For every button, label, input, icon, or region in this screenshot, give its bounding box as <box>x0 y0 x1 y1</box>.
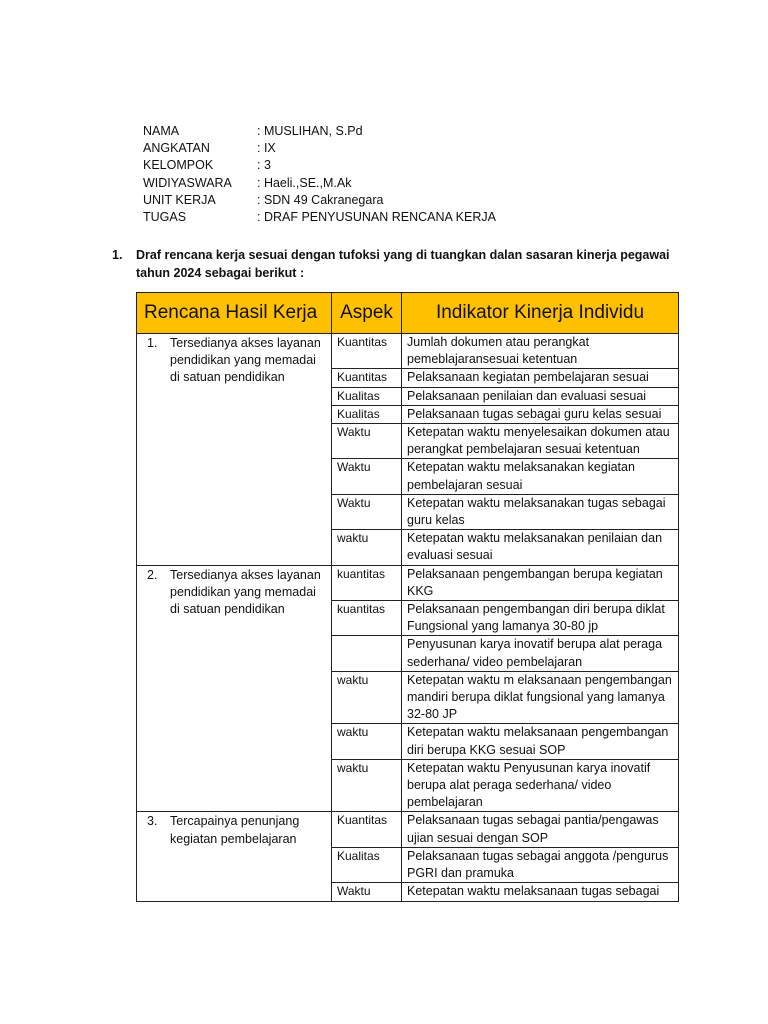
group-cell <box>137 334 332 566</box>
work-plan-table <box>136 292 679 902</box>
aspek-cell: waktu <box>332 530 402 565</box>
aspek-cell: waktu <box>332 759 402 812</box>
identity-value: : 3 <box>257 158 271 173</box>
indikator-cell: Pelaksanaan tugas sebagai guru kelas sesuai <box>402 405 679 423</box>
table-row <box>137 334 679 369</box>
aspek-cell: Waktu <box>332 424 402 459</box>
identity-label: NAMA <box>143 124 180 138</box>
identity-label: KELOMPOK <box>143 158 214 173</box>
group-number: 2. <box>147 567 158 582</box>
indikator-cell: Pelaksanaan penilaian dan evaluasi sesuai <box>402 387 679 405</box>
intro-paragraph <box>112 246 672 282</box>
indikator-cell: Penyusunan karya inovatif berupa alat peraga sederhana/ video pembelajaran <box>402 636 679 671</box>
indikator-cell: Pelaksanaan kegiatan pembelajaran sesuai <box>402 369 679 387</box>
aspek-cell: Kualitas <box>332 847 402 882</box>
identity-row-nama <box>143 123 496 140</box>
identity-label: UNIT KERJA <box>143 192 216 207</box>
table-row <box>137 812 679 847</box>
intro-text <box>136 246 670 282</box>
identity-value: : MUSLIHAN, S.Pd <box>257 124 363 138</box>
identity-row-unit-kerja <box>143 192 496 209</box>
indikator-cell: Ketepatan waktu melaksanakan penilaian dan evaluasi sesuai <box>402 530 679 565</box>
identity-value: : Haeli.,SE.,M.Ak <box>257 175 352 190</box>
group-label: Tersedianya akses layanan pendidikan yang memadai di satuan pendidikan <box>170 567 321 617</box>
indikator-cell: Ketepatan waktu melaksanaan tugas sebagai <box>402 883 679 901</box>
header-indikator: Indikator Kinerja Individu <box>402 293 679 334</box>
intro-line: Draf rencana kerja sesuai dengan tufoksi yang di tuangkan dalan sasaran kinerja pegawai <box>136 248 670 262</box>
group-cell <box>137 565 332 812</box>
aspek-cell: Kualitas <box>332 405 402 423</box>
group-label: Tercapainya penunjang kegiatan pembelajaran <box>170 814 300 846</box>
group-number: 3. <box>147 814 158 829</box>
group-cell <box>137 812 332 901</box>
indikator-cell: Ketepatan waktu m elaksanaan pengembangan mandiri berupa diklat fungsional yang lamanya 32-80 JP <box>402 671 679 724</box>
indikator-cell: Ketepatan waktu Penyusunan karya inovatif berupa alat peraga sederhana/ video pembelajaran <box>402 759 679 812</box>
intro-line: tahun 2024 sebagai berikut : <box>136 266 305 280</box>
aspek-cell: kuantitas <box>332 601 402 636</box>
identity-label: WIDIYASWARA <box>143 175 232 190</box>
aspek-cell: Kualitas <box>332 387 402 405</box>
aspek-cell: waktu <box>332 671 402 724</box>
intro-number: 1. <box>112 248 123 262</box>
aspek-cell: waktu <box>332 724 402 759</box>
indikator-cell: Ketepatan waktu melaksanakan tugas sebagai guru kelas <box>402 494 679 529</box>
header-aspek: Aspek <box>332 293 402 334</box>
indikator-cell: Pelaksanaan pengembangan berupa kegiatan KKG <box>402 565 679 600</box>
group-number: 1. <box>147 336 158 350</box>
identity-value: : DRAF PENYUSUNAN RENCANA KERJA <box>257 210 496 225</box>
identity-block <box>143 123 496 226</box>
aspek-cell: Waktu <box>332 459 402 494</box>
indikator-cell: Ketepatan waktu menyelesaikan dokumen atau perangkat pembelajaran sesuai ketentuan <box>402 424 679 459</box>
indikator-cell: Ketepatan waktu melaksanakan kegiatan pembelajaran sesuai <box>402 459 679 494</box>
indikator-cell: Jumlah dokumen atau perangkat pemeblajaransesuai ketentuan <box>402 334 679 369</box>
table-row <box>137 565 679 600</box>
identity-row-angkatan <box>143 140 496 157</box>
aspek-cell: Kuantitas <box>332 334 402 369</box>
group-label: Tersedianya akses layanan pendidikan yang memadai di satuan pendidikan <box>170 336 321 385</box>
aspek-cell <box>332 636 402 671</box>
identity-row-kelompok <box>143 157 496 174</box>
indikator-cell: Pelaksanaan tugas sebagai anggota /pengurus PGRI dan pramuka <box>402 847 679 882</box>
aspek-cell: Waktu <box>332 883 402 901</box>
identity-row-tugas <box>143 209 496 226</box>
aspek-cell: kuantitas <box>332 565 402 600</box>
aspek-cell: Kuantitas <box>332 369 402 387</box>
header-rencana-hasil-kerja: Rencana Hasil Kerja <box>137 293 332 334</box>
aspek-cell: Kuantitas <box>332 812 402 847</box>
indikator-cell: Pelaksanaan tugas sebagai pantia/pengawas ujian sesuai dengan SOP <box>402 812 679 847</box>
table-header-row <box>137 293 679 334</box>
identity-value: : IX <box>257 141 276 156</box>
identity-label: ANGKATAN <box>143 141 210 156</box>
identity-label: TUGAS <box>143 210 187 225</box>
identity-row-widiyaswara <box>143 175 496 192</box>
indikator-cell: Ketepatan waktu melaksanaan pengembangan diri berupa KKG sesuai SOP <box>402 724 679 759</box>
identity-value: : SDN 49 Cakranegara <box>257 192 384 207</box>
indikator-cell: Pelaksanaan pengembangan diri berupa diklat Fungsional yang lamanya 30-80 jp <box>402 601 679 636</box>
aspek-cell: Waktu <box>332 494 402 529</box>
